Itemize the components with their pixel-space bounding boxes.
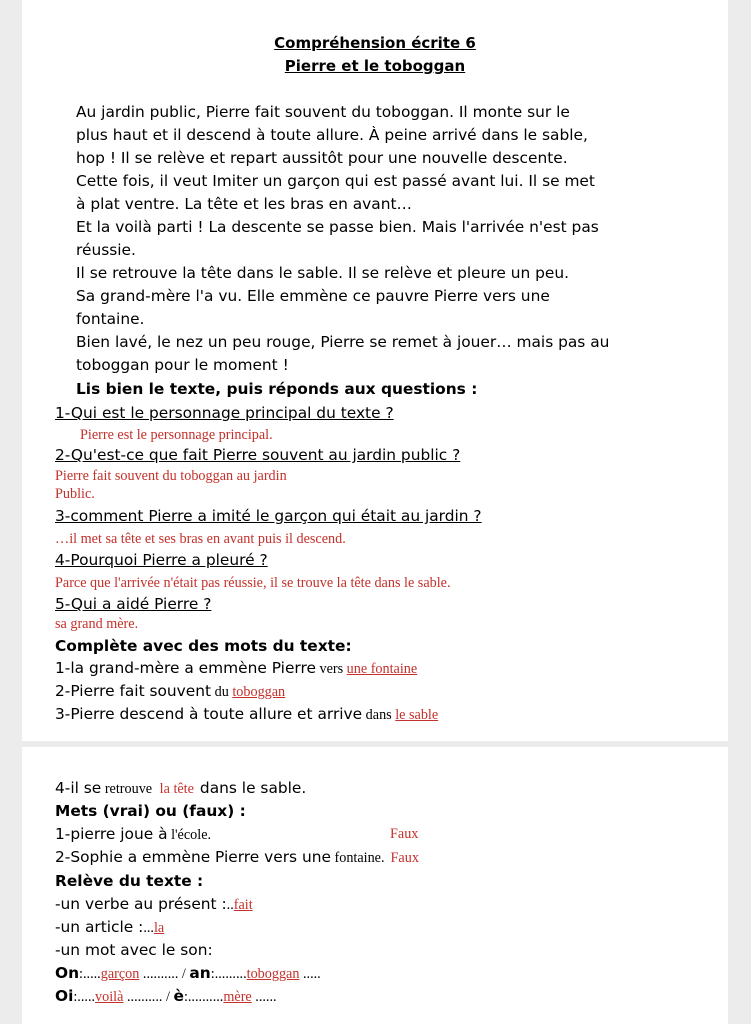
complete-item-text: 2-Pierre fait souvent [55, 682, 212, 700]
vrai-faux-word: l'école. [167, 827, 212, 843]
releve-dots: :......... [210, 966, 247, 982]
vrai-faux-answer-1: Faux [390, 826, 419, 842]
son-label: On [55, 964, 80, 982]
releve-answer: garçon [100, 966, 140, 982]
releve-dots: .......... / [123, 989, 174, 1005]
text-line: Et la voilà parti ! La descente se passe bien. Mais l'arrivée n'est pas [76, 218, 599, 236]
releve-dots: .. [226, 897, 234, 913]
question-2: 2-Qu'est-ce que fait Pierre souvent au jardin public ? [55, 446, 461, 464]
complete-item-answer: la tête [159, 781, 194, 797]
vrai-faux-answer-2: Faux [390, 850, 419, 866]
releve-son-oi-e [55, 986, 277, 1007]
complete-item-text: 3-Pierre descend à toute allure et arrive [55, 705, 363, 723]
releve-answer: voilà [95, 989, 124, 1005]
complete-item-word: retrouve [101, 781, 156, 797]
worksheet-page-1 [22, 0, 728, 741]
son-label: an [189, 964, 211, 982]
releve-son-on-an [55, 963, 321, 984]
vrai-faux-heading: Mets (vrai) ou (faux) : [55, 802, 246, 820]
complete-item-2 [55, 681, 285, 702]
question-4: 4-Pourquoi Pierre a pleuré ? [55, 551, 268, 569]
releve-dots: ... [143, 920, 154, 936]
son-label: è [173, 987, 184, 1005]
answer-5: sa grand mère. [55, 616, 139, 632]
vrai-faux-item-2 [55, 847, 419, 868]
complete-item-3 [55, 704, 438, 725]
question-3: 3-comment Pierre a imité le garçon qui était au jardin ? [55, 507, 482, 525]
text-line: Il se retrouve la tête dans le sable. Il se relève et pleure un peu. [76, 264, 570, 282]
complete-item-text: 1-la grand-mère a emmène Pierre [55, 659, 316, 677]
worksheet-title: Compréhension écrite 6 [274, 34, 476, 52]
releve-answer: la [153, 920, 165, 936]
complete-heading: Complète avec des mots du texte: [55, 637, 352, 655]
answer-3: …il met sa tête et ses bras en avant puis il descend. [55, 531, 346, 547]
answer-1: Pierre est le personnage principal. [80, 427, 273, 443]
releve-answer: mère [223, 989, 252, 1005]
complete-item-answer: une fontaine [346, 661, 418, 677]
answer-2-line-2: Public. [55, 486, 95, 502]
instruction: Lis bien le texte, puis réponds aux questions : [76, 380, 478, 398]
son-label: Oi [55, 987, 74, 1005]
releve-label: -un article : [55, 918, 144, 936]
question-5: 5-Qui a aidé Pierre ? [55, 595, 212, 613]
releve-article [55, 917, 164, 938]
complete-item-answer: le sable [395, 707, 439, 723]
releve-dots: :..... [73, 989, 96, 1005]
complete-item-text-end: dans le sable. [199, 779, 307, 797]
complete-item-text: 4-il se [55, 779, 102, 797]
text-line: plus haut et il descend à toute allure. À peine arrivé dans le sable, [76, 126, 588, 144]
releve-heading: Relève du texte : [55, 872, 204, 890]
text-line: Bien lavé, le nez un peu rouge, Pierre se remet à jouer… mais pas au [76, 333, 610, 351]
text-line: toboggan pour le moment ! [76, 356, 289, 374]
releve-verbe [55, 894, 253, 915]
releve-mot-son: -un mot avec le son: [55, 941, 213, 959]
vrai-faux-word: fontaine. [330, 850, 385, 866]
releve-answer: toboggan [246, 966, 300, 982]
text-line: Cette fois, il veut Imiter un garçon qui est passé avant lui. Il se met [76, 172, 595, 190]
text-line: à plat ventre. La tête et les bras en avant… [76, 195, 412, 213]
complete-item-answer: toboggan [232, 684, 286, 700]
releve-dots: ...... [251, 989, 277, 1005]
text-line: Au jardin public, Pierre fait souvent du toboggan. Il monte sur le [76, 103, 570, 121]
answer-4: Parce que l'arrivée n'était pas réussie, il se trouve la tête dans le sable. [55, 575, 451, 591]
worksheet-subtitle: Pierre et le toboggan [284, 57, 466, 75]
question-1: 1-Qui est le personnage principal du texte ? [55, 404, 394, 422]
text-line: Sa grand-mère l'a vu. Elle emmène ce pauvre Pierre vers une [76, 287, 550, 305]
releve-dots: .......... / [139, 966, 190, 982]
complete-item-word: du [211, 684, 233, 700]
text-line: fontaine. [76, 310, 145, 328]
releve-dots: ..... [299, 966, 321, 982]
releve-answer: fait [233, 897, 253, 913]
releve-label: -un verbe au présent : [55, 895, 227, 913]
vrai-faux-item-1 [55, 824, 211, 845]
complete-item-word: dans [362, 707, 396, 723]
complete-item-1 [55, 658, 417, 679]
worksheet-page-2 [22, 747, 728, 1024]
answer-2-line-1: Pierre fait souvent du toboggan au jardin [55, 468, 287, 484]
text-line: réussie. [76, 241, 136, 259]
complete-item-4 [55, 778, 306, 799]
complete-item-word: vers [315, 661, 347, 677]
vrai-faux-text: 1-pierre joue à [55, 825, 168, 843]
vrai-faux-text: 2-Sophie a emmène Pierre vers une [55, 848, 331, 866]
releve-dots: :..... [79, 966, 101, 982]
releve-dots: :.......... [183, 989, 224, 1005]
text-line: hop ! Il se relève et repart aussitôt pour une nouvelle descente. [76, 149, 568, 167]
